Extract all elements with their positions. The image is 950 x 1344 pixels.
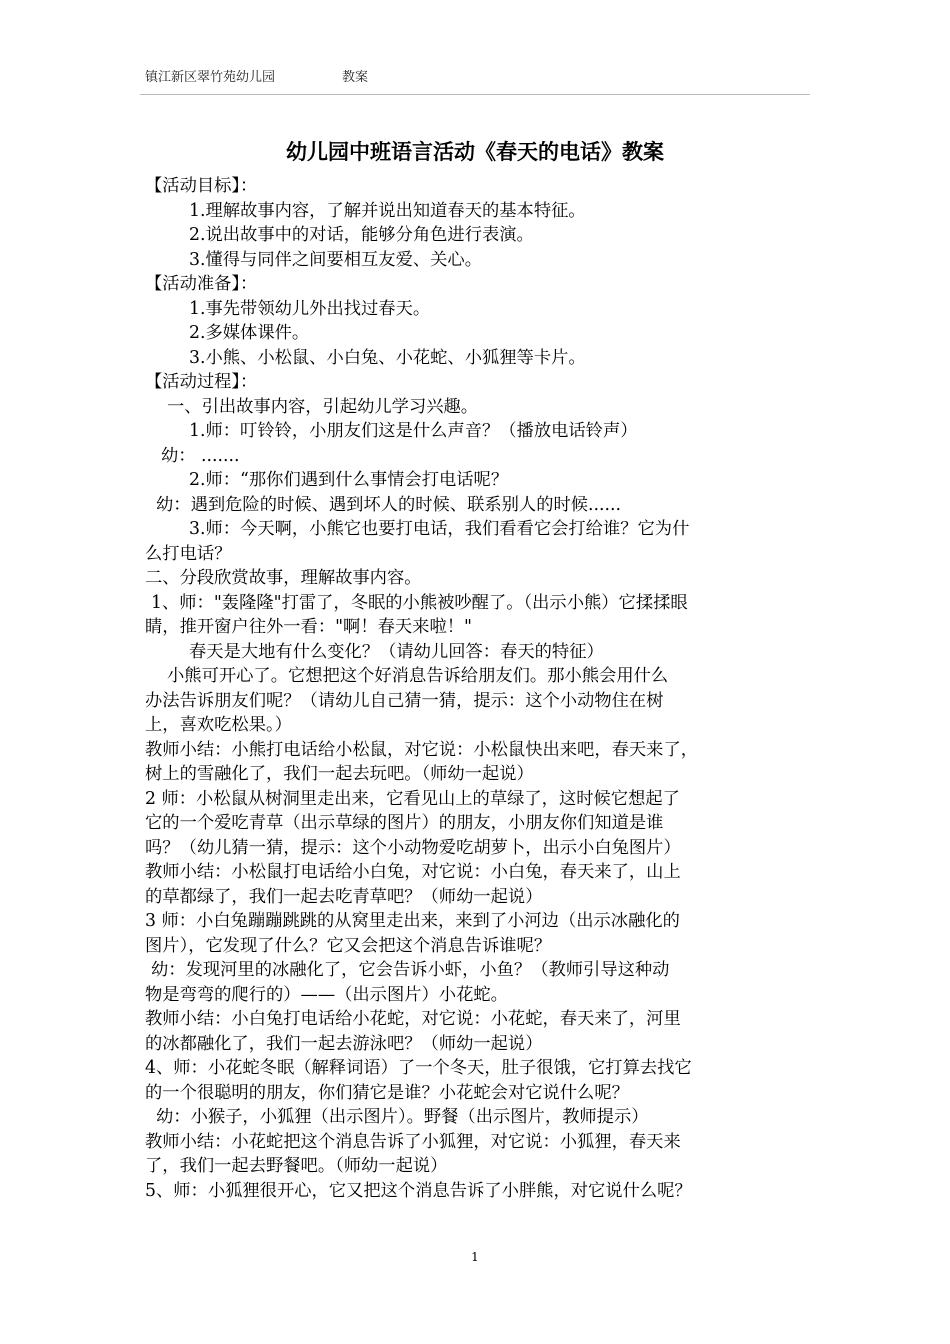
text-line: 它的一个爱吃青草（出示草绿的图片）的朋友，小朋友你们知道是谁: [145, 813, 664, 833]
text-line: 3.师：今天啊，小熊它也要打电话，我们看看它会打给谁？它为什: [189, 519, 690, 539]
text-line: 睛，推开窗户往外一看："啊！春天来啦！": [145, 617, 472, 637]
text-line: 了，我们一起去野餐吧。（师幼一起说）: [145, 1156, 448, 1176]
text-line: 的一个很聪明的朋友，你们猜它是谁？小花蛇会对它说什么呢？: [145, 1082, 629, 1103]
page-header: [145, 66, 368, 85]
text-line: 教师小结：小松鼠打电话给小白兔，对它说：小白兔，春天来了，山上: [145, 862, 681, 882]
text-line: 1.理解故事内容，了解并说出知道春天的基本特征。: [189, 200, 586, 221]
text-line: 教师小结：小白兔打电话给小花蛇，对它说：小花蛇，春天来了，河里: [145, 1009, 681, 1029]
text-line: 3.小熊、小松鼠、小白兔、小花蛇、小狐狸等卡片。: [189, 347, 586, 368]
header-school-name: 镇江新区翠竹苑幼儿园: [145, 70, 276, 85]
document-body: [145, 174, 815, 1203]
text-line: 教师小结：小熊打电话给小松鼠，对它说：小松鼠快出来吧，春天来了，: [145, 739, 699, 760]
text-line: 幼：小猴子，小狐狸（出示图片）。野餐（出示图片，教师提示）: [156, 1107, 649, 1127]
text-line: 的冰都融化了，我们一起去游泳吧？（师幼一起说）: [145, 1033, 543, 1054]
text-line: 幼： .......: [161, 445, 240, 466]
header-divider: [140, 94, 810, 95]
text-line: 的草都绿了，我们一起去吃青草吧？（师幼一起说）: [145, 886, 543, 907]
text-line: 2.师：“那你们遇到什么事情会打电话呢？: [189, 470, 509, 490]
text-line: 1.师：叮铃铃，小朋友们这是什么声音？（播放电话铃声）: [189, 421, 638, 441]
page-number: 1: [471, 1250, 479, 1264]
text-line: 【活动过程】：: [145, 372, 258, 392]
text-line: 物是弯弯的爬行的）——（出示图片）小花蛇。: [145, 984, 508, 1005]
text-line: 么打电话？: [145, 543, 232, 564]
text-line: 上，喜欢吃松果。）: [145, 715, 292, 735]
text-line: 图片），它发现了什么？它又会把这个消息告诉谁呢？: [145, 935, 552, 956]
text-line: 1、师："轰隆隆"打雷了，冬眠的小熊被吵醒了。（出示小熊）它揉揉眼: [151, 592, 688, 613]
document-title: 幼儿园中班语言活动《春天的电话》教案: [286, 140, 664, 164]
header-doc-type: 教案: [342, 70, 369, 85]
text-line: 幼：遇到危险的时候、遇到坏人的时候、联系别人的时候......: [156, 494, 621, 515]
text-line: 2.说出故事中的对话，能够分角色进行表演。: [189, 225, 534, 245]
text-line: 小熊可开心了。它想把这个好消息告诉给朋友们。那小熊会用什么: [167, 666, 669, 686]
text-line: 2 师：小松鼠从树洞里走出来，它看见山上的草绿了，这时候它想起了: [145, 788, 680, 809]
text-line: 1.事先带领幼儿外出找过春天。: [189, 298, 431, 319]
text-line: 5、师：小狐狸很开心，它又把这个消息告诉了小胖熊，对它说什么呢？: [145, 1180, 692, 1201]
text-line: 办法告诉朋友们呢？（请幼儿自己猜一猜，提示：这个小动物住在树: [145, 690, 664, 711]
text-line: 教师小结：小花蛇把这个消息告诉了小狐狸，对它说：小狐狸，春天来: [145, 1131, 681, 1152]
text-line: 2.多媒体课件。: [189, 323, 310, 343]
text-line: 幼：发现河里的冰融化了，它会告诉小虾，小鱼？（教师引导这种动: [151, 960, 670, 980]
text-line: 一、引出故事内容，引起幼儿学习兴趣。: [167, 396, 479, 417]
text-line: 树上的雪融化了，我们一起去玩吧。（师幼一起说）: [145, 764, 534, 784]
text-line: 吗？（幼儿猜一猜，提示：这个小动物爱吃胡萝卜，出示小白兔图片）: [145, 837, 681, 858]
text-line: 4、师：小花蛇冬眠（解释词语）了一个冬天，肚子很饿，它打算去找它: [145, 1058, 692, 1078]
text-line: 3.懂得与同伴之间要相互友爱、关心。: [189, 249, 482, 270]
text-line: 【活动目标】：: [145, 176, 258, 196]
text-line: 3 师：小白兔蹦蹦跳跳的从窝里走出来，来到了小河边（出示冰融化的: [145, 911, 680, 931]
text-line: 二、分段欣赏故事，理解故事内容。: [145, 568, 422, 588]
text-line: 【活动准备】：: [145, 274, 258, 294]
text-line: 春天是大地有什么变化？（请幼儿回答：春天的特征）: [189, 641, 604, 662]
